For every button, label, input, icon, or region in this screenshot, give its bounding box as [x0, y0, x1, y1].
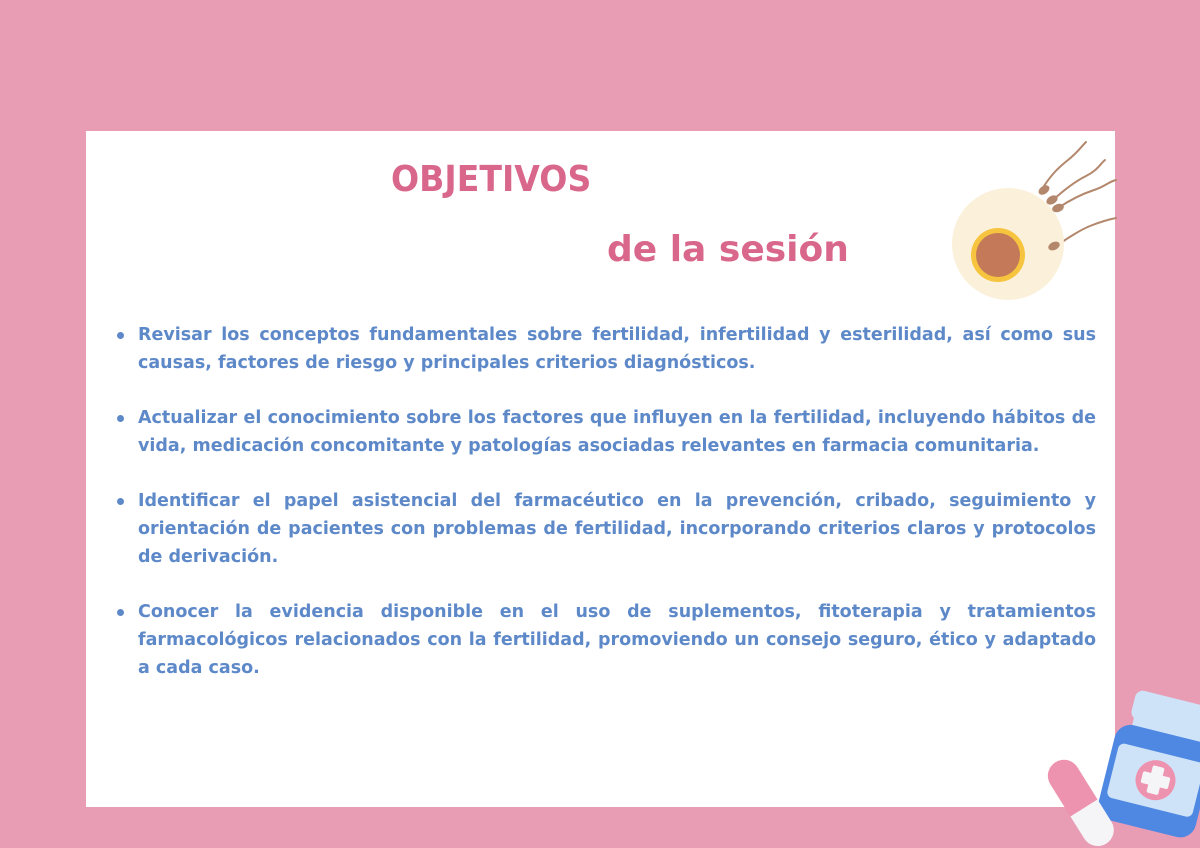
objective-item [117, 404, 1096, 460]
page-subtitle: de la sesión [607, 229, 849, 270]
objective-text: Revisar los conceptos fundamentales sobre fertilidad, infertilidad y esterilidad, así como sus causas, factores de riesgo y principales criterios diagnósticos. [138, 325, 1096, 373]
objective-text: Identificar el papel asistencial del farmacéutico en la prevención, cribado, seguimiento y orientación de pacientes con problemas de fertilidad, incorporando criterios claros y protocolos de derivación. [138, 491, 1096, 567]
objective-item [117, 598, 1096, 682]
medicine-bottle [1095, 690, 1200, 841]
objective-text: Actualizar el conocimiento sobre los factores que influyen en la fertilidad, incluyendo hábitos de vida, medicación concomitante y patologías asociadas relevantes en farmacia comunitaria. [138, 408, 1096, 456]
objective-item [117, 487, 1096, 571]
ovum-nucleus [976, 233, 1020, 277]
bullet-icon [117, 498, 124, 505]
ovum-sperm-icon [940, 138, 1118, 304]
objective-item [117, 321, 1096, 377]
objectives-list [117, 321, 1096, 709]
bullet-icon [117, 609, 124, 616]
medicine-bottle-capsule-icon [1046, 690, 1200, 848]
bullet-icon [117, 415, 124, 422]
bullet-icon [117, 332, 124, 339]
page-title: OBJETIVOS [391, 159, 592, 200]
objective-text: Conocer la evidencia disponible en el uso de suplementos, fitoterapia y tratamientos farmacológicos relacionados con la fertilidad, promoviendo un consejo seguro, ético y adaptado a cada caso. [138, 602, 1096, 678]
